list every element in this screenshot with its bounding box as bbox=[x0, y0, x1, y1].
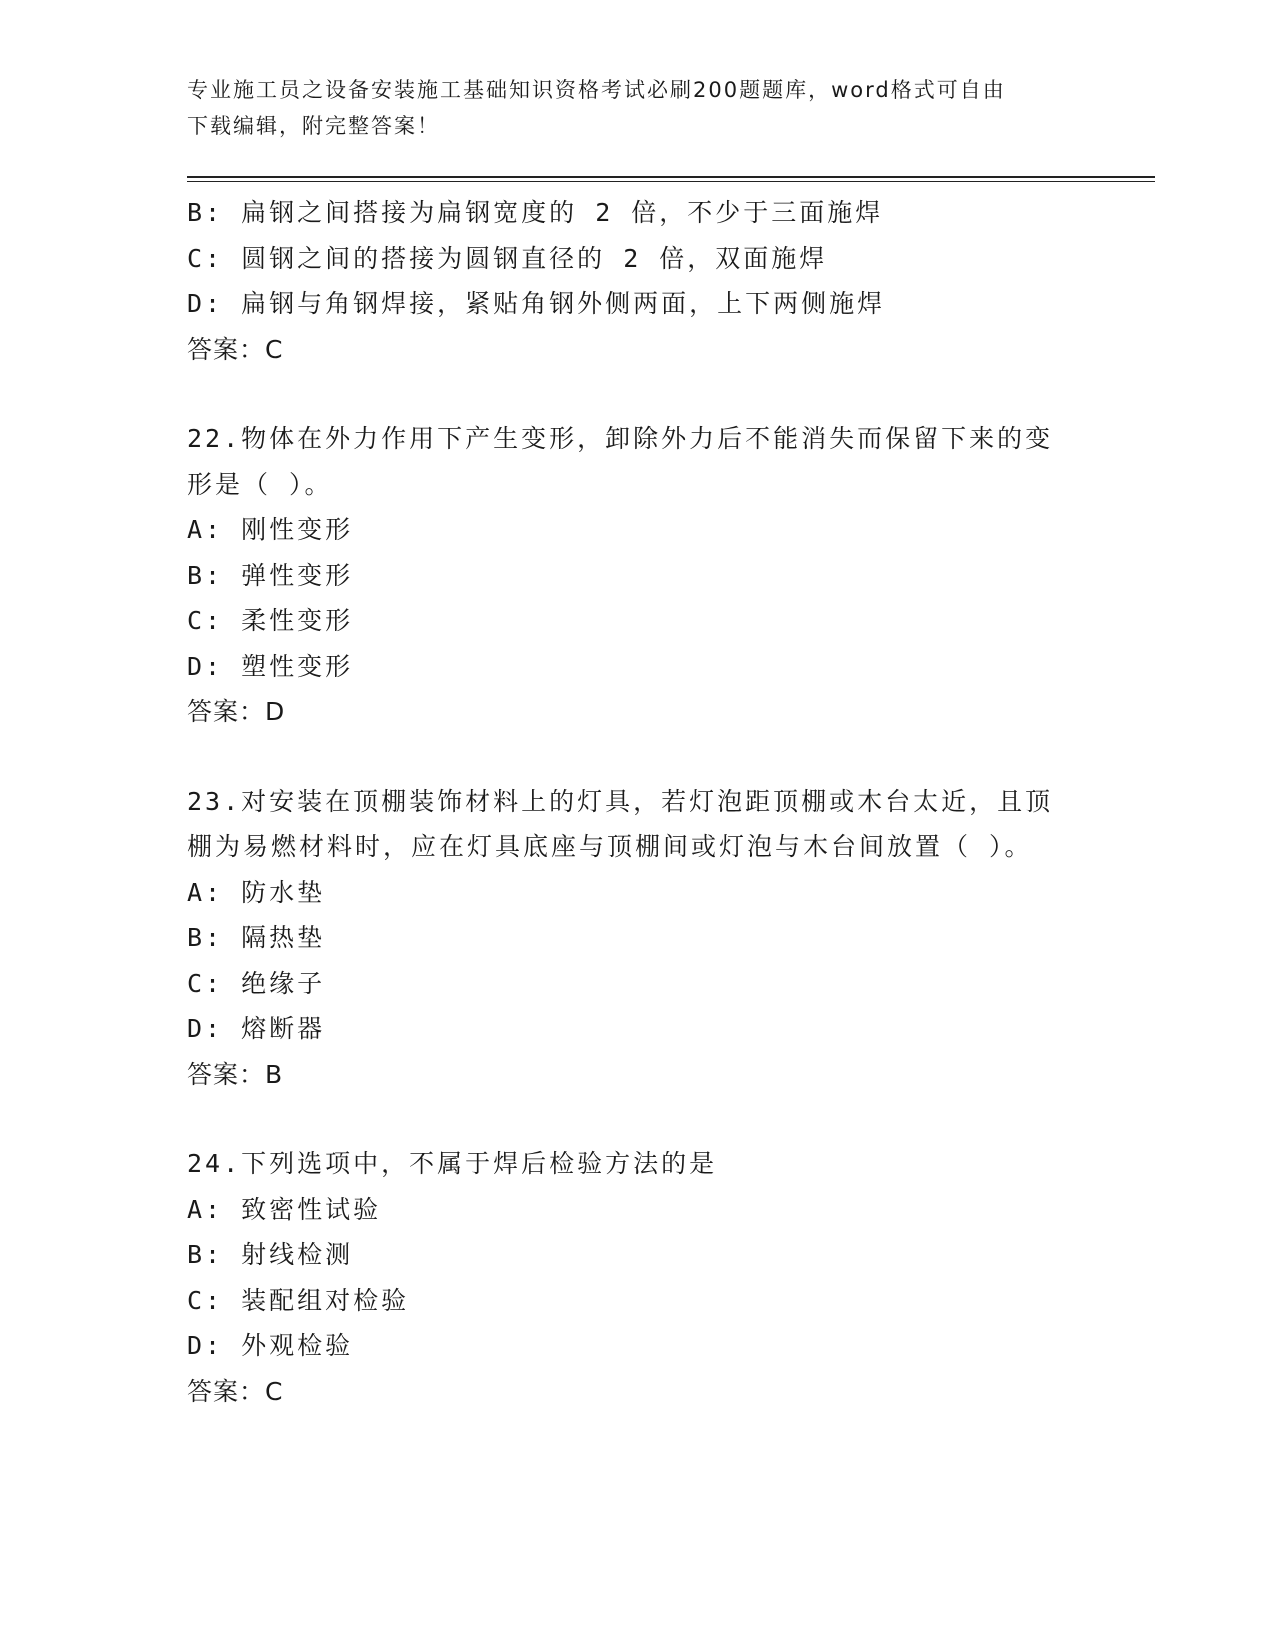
q24-option-d: D: 外观检验 bbox=[187, 1331, 354, 1360]
q24-option-c: C: 装配组对检验 bbox=[187, 1285, 410, 1315]
q23-option-a: A: 防水垫 bbox=[187, 877, 326, 907]
q23-stem-line-1: 23.对安装在顶棚装饰材料上的灯具，若灯泡距顶棚或木台太近，且顶 bbox=[187, 786, 1054, 816]
q22-option-c: C: 柔性变形 bbox=[187, 606, 354, 635]
q23-answer: 答案：B bbox=[187, 1059, 284, 1089]
q23-stem-line-2: 棚为易燃材料时，应在灯具底座与顶棚间或灯泡与木台间放置（ ）。 bbox=[187, 832, 1033, 861]
q24-option-a: A: 致密性试验 bbox=[187, 1194, 382, 1224]
header-rule-thick bbox=[187, 176, 1155, 178]
spacer bbox=[187, 735, 1087, 779]
header-line-2: 下载编辑，附完整答案！ bbox=[187, 114, 440, 138]
q23-option-c: C: 绝缘子 bbox=[187, 968, 326, 998]
spacer bbox=[187, 1097, 1087, 1141]
spacer bbox=[187, 372, 1087, 416]
header-rule-thin bbox=[187, 181, 1155, 182]
q23-option-b: B: 隔热垫 bbox=[187, 923, 326, 952]
document-header bbox=[187, 72, 1067, 144]
q23-option-d: D: 熔断器 bbox=[187, 1014, 326, 1043]
q24-option-b: B: 射线检测 bbox=[187, 1240, 354, 1269]
q22-stem-line-2: 形是（ ）。 bbox=[187, 469, 333, 499]
q22-option-d: D: 塑性变形 bbox=[187, 651, 354, 681]
q21-answer: 答案：C bbox=[187, 334, 284, 364]
header-line-1: 专业施工员之设备安装施工基础知识资格考试必刷200题题库，word格式可自由 bbox=[187, 78, 1006, 102]
q22-answer: 答案：D bbox=[187, 697, 286, 726]
question-23 bbox=[187, 779, 1087, 1098]
q22-stem-line-1: 22.物体在外力作用下产生变形，卸除外力后不能消失而保留下来的变 bbox=[187, 424, 1054, 453]
q24-answer: 答案：C bbox=[187, 1376, 284, 1406]
q22-option-b: B: 弹性变形 bbox=[187, 560, 354, 590]
q21-option-b: B: 扁钢之间搭接为扁钢宽度的 2 倍，不少于三面施焊 bbox=[187, 198, 884, 227]
question-content bbox=[187, 190, 1087, 1414]
q24-stem-line-1: 24.下列选项中，不属于焊后检验方法的是 bbox=[187, 1149, 718, 1178]
q21-option-c: C: 圆钢之间的搭接为圆钢直径的 2 倍，双面施焊 bbox=[187, 243, 828, 273]
question-24 bbox=[187, 1141, 1087, 1414]
question-22 bbox=[187, 416, 1087, 735]
question-21 bbox=[187, 190, 1087, 372]
q21-option-d: D: 扁钢与角钢焊接，紧贴角钢外侧两面，上下两侧施焊 bbox=[187, 289, 886, 318]
q22-option-a: A: 刚性变形 bbox=[187, 515, 354, 544]
